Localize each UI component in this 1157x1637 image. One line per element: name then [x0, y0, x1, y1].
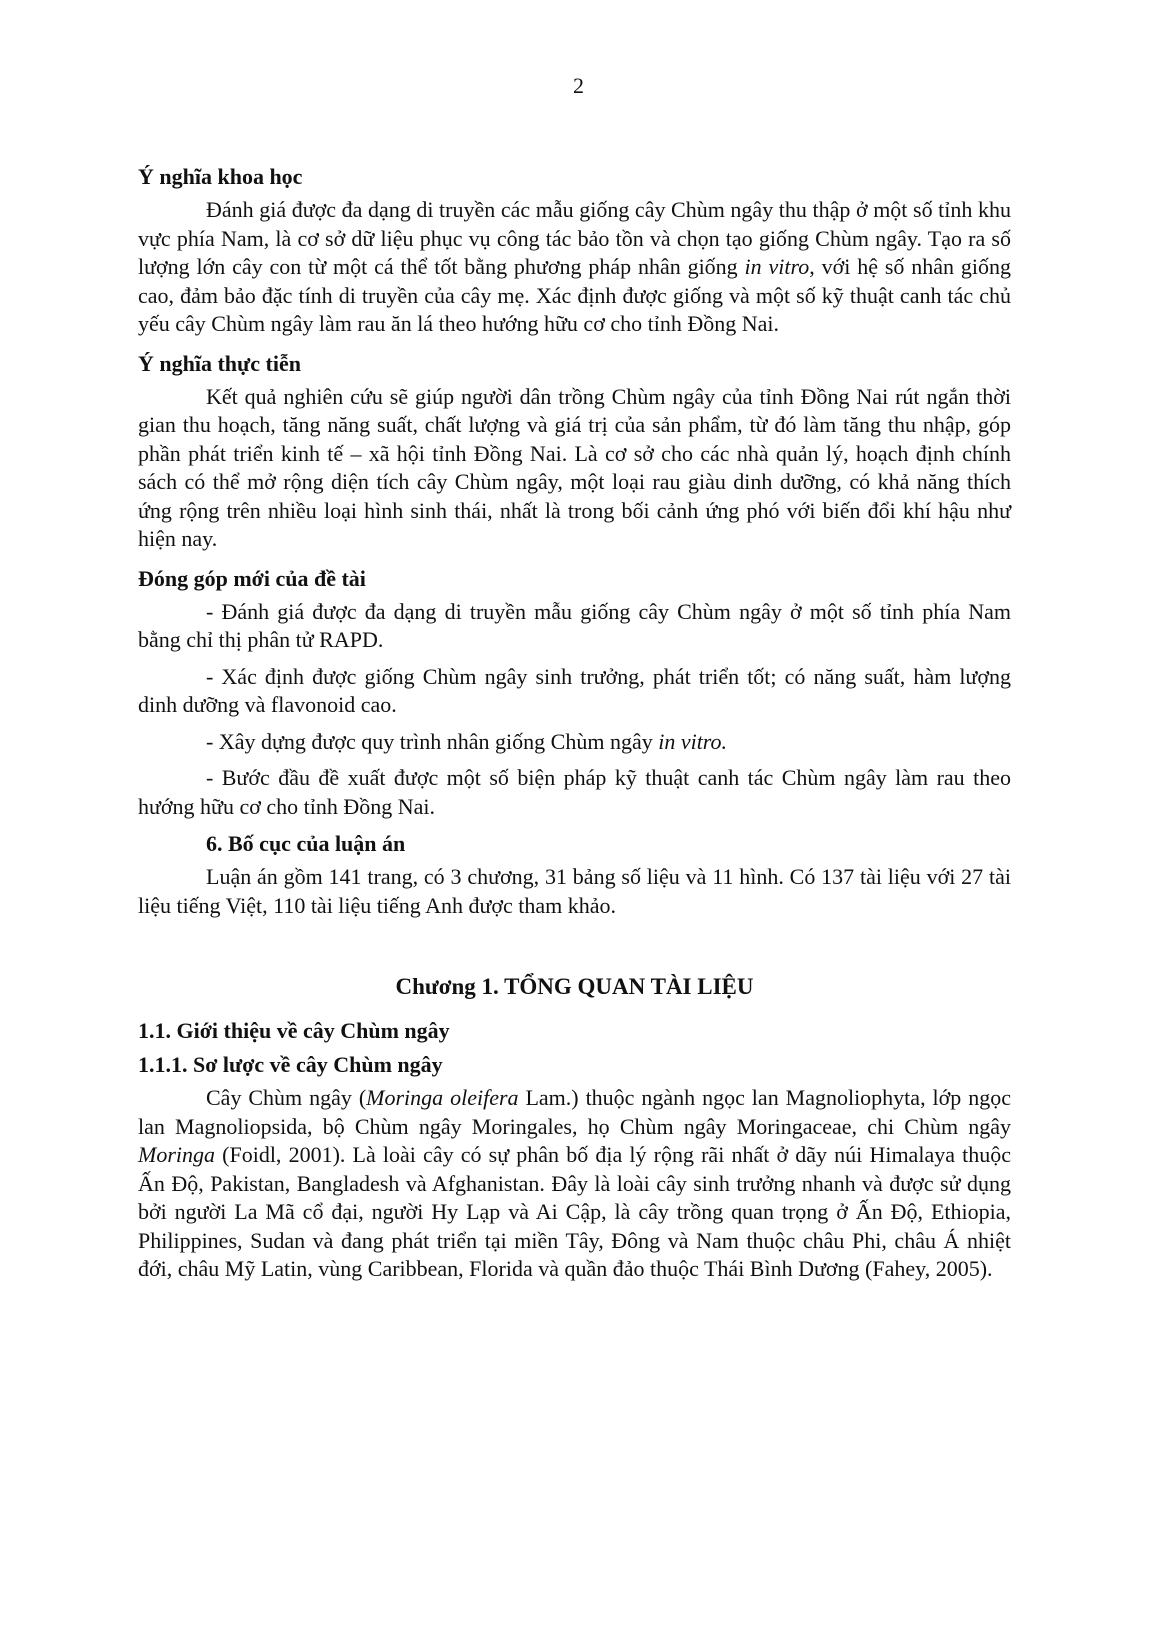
chapter-title: Chương 1. TỔNG QUAN TÀI LIỆU	[395, 974, 754, 999]
text-run: , với hệ số nhân giống cao, đảm bảo đặc tính di truyền của cây mẹ. Xác định được giống và một số kỹ thuật canh tác chủ yếu cây Chùm ngây làm rau ăn lá theo hướng hữu cơ cho tỉnh Đồng Nai.	[138, 254, 1011, 336]
heading-new-contributions: Đóng góp mới của đề tài	[138, 565, 366, 591]
contribution-item-1: - Đánh giá được đa dạng di truyền mẫu giống cây Chùm ngây ở một số tỉnh phía Nam bằng chỉ thị phân tử RAPD.	[138, 598, 1011, 652]
text-run: - Xây dựng được quy trình nhân giống Chùm ngây	[206, 728, 659, 754]
text-run: Lam.) thuộc ngành ngọc lan Magnoliophyta, lớp ngọc lan Magnoliopsida, bộ Chùm ngây Moringales, họ Chùm ngây Moringaceae, chi Chùm ngây	[138, 1085, 1011, 1139]
italic-species-name: Moringa oleifera	[366, 1085, 519, 1110]
page-content	[138, 162, 1011, 1284]
paragraph-thesis-layout: Luận án gồm 141 trang, có 3 chương, 31 bảng số liệu và 11 hình. Có 137 tài liệu với 27 tài liệu tiếng Việt, 110 tài liệu tiếng Anh được tham khảo.	[138, 864, 1011, 918]
heading-section-1-1: 1.1. Giới thiệu về cây Chùm ngây	[138, 1018, 450, 1043]
heading-scientific-significance: Ý nghĩa khoa học	[138, 164, 303, 189]
italic-term: in vitro	[744, 254, 810, 279]
text-run: (Foidl, 2001). Là loài cây có sự phân bố địa lý rộng rãi nhất ở dãy núi Himalaya thuộc Ấn Độ, Pakistan, Bangladesh và Afghanistan. Đây là loài cây sinh trưởng nhanh và được sử dụng bởi người La Mã cổ đại, người Hy Lạp và Ai Cập, là cây trồng quan trọng ở Ấn Độ, Ethiopia, Philippines, Sudan và đang phát triển tại miền Tây, Đông và Nam thuộc châu Phi, châu Á nhiệt đới, châu Mỹ Latin, vùng Caribbean, Florida và quần đảo thuộc Thái Bình Dương (Fahey, 2005).	[138, 1142, 1011, 1281]
heading-practical-significance: Ý nghĩa thực tiễn	[138, 350, 301, 376]
text-run: Đánh giá được đa dạng di truyền các mẫu giống cây Chùm ngây thu thập ở một số tỉnh khu vực phía Nam, là cơ sở dữ liệu phục vụ công tác bảo tồn và chọn tạo giống Chùm ngây. Tạo ra số lượng lớn cây con từ một cá thể tốt bằng phương pháp nhân giống	[138, 197, 1011, 279]
text-run: Cây Chùm ngây (	[206, 1085, 367, 1110]
heading-thesis-layout: 6. Bố cục của luận án	[206, 831, 406, 856]
paragraph-moringa-overview	[138, 1084, 1011, 1284]
paragraph-scientific-significance	[138, 196, 1011, 339]
italic-term: in vitro.	[658, 728, 728, 754]
paragraph-practical-significance: Kết quả nghiên cứu sẽ giúp người dân trồng Chùm ngây của tỉnh Đồng Nai rút ngắn thời gian thu hoạch, tăng năng suất, chất lượng và giá trị của sản phẩm, từ đó làm tăng thu nhập, góp phần phát triển kinh tế – xã hội tỉnh Đồng Nai. Là cơ sở cho các nhà quản lý, hoạch định chính sách có thể mở rộng diện tích cây Chùm ngây, một loại rau giàu dinh dưỡng, có khả năng thích ứng rộng trên nhiều loại hình sinh thái, nhất là trong bối cảnh ứng phó với biến đổi khí hậu như hiện nay.	[138, 383, 1011, 551]
italic-genus-name: Moringa	[138, 1142, 215, 1167]
heading-section-1-1-1: 1.1.1. Sơ lược về cây Chùm ngây	[138, 1052, 443, 1077]
contribution-item-4: - Bước đầu đề xuất được một số biện pháp kỹ thuật canh tác Chùm ngây làm rau theo hướng hữu cơ cho tỉnh Đồng Nai.	[138, 765, 1011, 819]
page-number: 2	[573, 73, 584, 98]
contribution-item-2: - Xác định được giống Chùm ngây sinh trưởng, phát triển tốt; có năng suất, hàm lượng dinh dưỡng và flavonoid cao.	[138, 663, 1011, 717]
contribution-item-3	[138, 728, 1011, 757]
